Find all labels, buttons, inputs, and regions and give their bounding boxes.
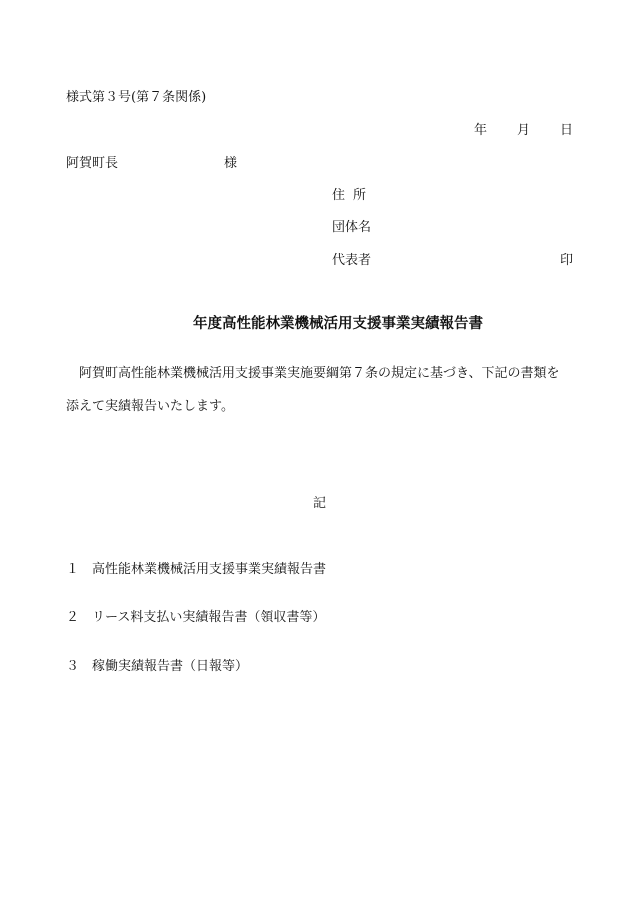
list-item-number: １ [66, 562, 80, 577]
date-day-label: 日 [560, 123, 574, 138]
list-item-number: ３ [66, 659, 80, 674]
list-item [66, 563, 326, 576]
list-item [66, 660, 248, 673]
document-title: 年度高性能林業機械活用支援事業実績報告書 [193, 315, 483, 332]
date-year-label: 年 [474, 123, 488, 138]
addressee: 阿賀町長 [66, 156, 119, 171]
representative-label: 代表者 [332, 253, 372, 268]
address-label: 住所 [332, 188, 375, 203]
seal-label: 印 [560, 253, 574, 268]
body-text-line-1: 阿賀町高性能林業機械活用支援事業実施要綱第７条の規定に基づき、下記の書類を [66, 366, 560, 381]
form-number: 様式第３号(第７条関係) [66, 90, 207, 105]
honorific: 様 [224, 156, 238, 171]
body-text-line-2: 添えて実績報告いたします。 [66, 399, 234, 414]
record-heading: 記 [313, 496, 327, 511]
list-item-text: 稼働実績報告書（日報等） [92, 659, 249, 674]
group-name-label: 団体名 [332, 220, 372, 235]
list-item-number: ２ [66, 610, 80, 625]
list-item-text: 高性能林業機械活用支援事業実績報告書 [92, 562, 327, 577]
date-month-label: 月 [517, 123, 531, 138]
list-item [66, 611, 325, 624]
list-item-text: リース料支払い実績報告書（領収書等） [92, 610, 326, 625]
